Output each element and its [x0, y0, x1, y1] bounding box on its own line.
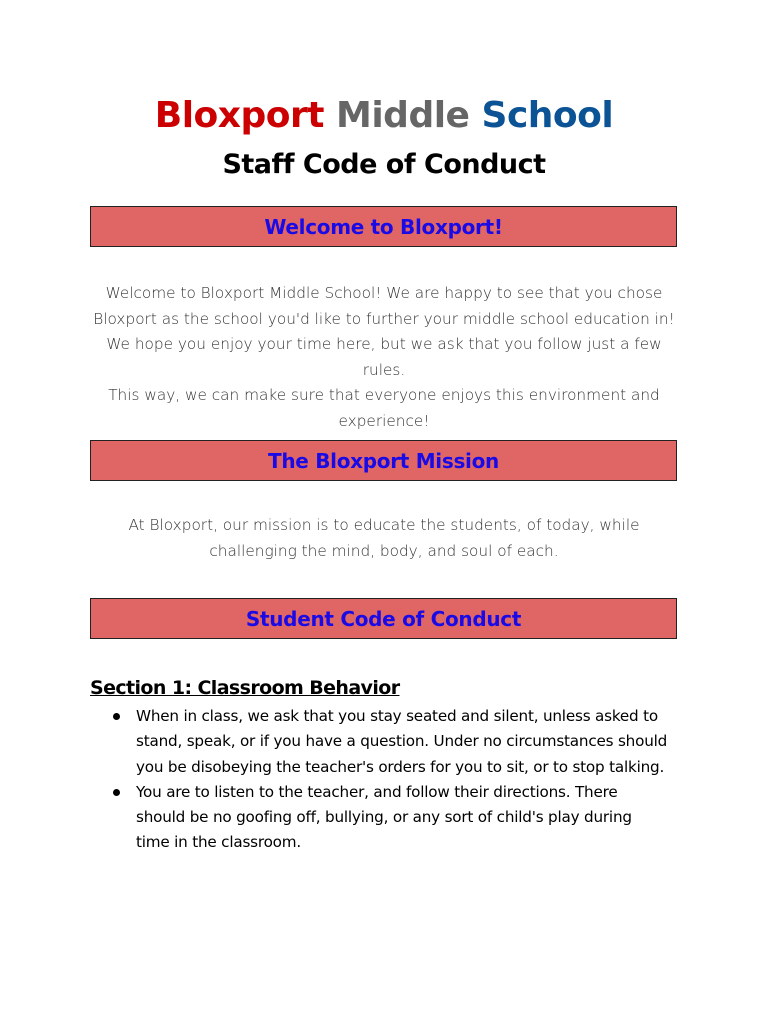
welcome-paragraph [88, 281, 680, 434]
rule-line: stand, speak, or if you have a question. Under no circumstances should [136, 732, 668, 751]
title-word-middle: Middle [336, 95, 470, 136]
rule-line: you be disobeying the teacher's orders for you to sit, or to stop talking. [136, 757, 665, 776]
rule-line: should be no goofing off, bullying, or any sort of child's play during [136, 808, 632, 827]
rule-line: You are to listen to the teacher, and follow their directions. There [136, 782, 618, 801]
title-word-school: School [481, 95, 614, 136]
classroom-rules-list [90, 704, 690, 856]
mission-line: At Bloxport, our mission is to educate the students, of today, while [128, 516, 640, 534]
rule-line: time in the classroom. [136, 833, 301, 852]
welcome-line: Bloxport as the school you'd like to further your middle school education in! [93, 309, 675, 328]
list-item [90, 780, 690, 856]
document-title [0, 92, 768, 140]
welcome-line: We hope you enjoy your time here, but we ask that you follow just a few rules. [106, 335, 662, 379]
document-subtitle: Staff Code of Conduct [222, 149, 546, 180]
welcome-line: experience! [338, 411, 430, 430]
rule-line: When in class, we ask that you stay seated and silent, unless asked to [136, 707, 658, 725]
mission-paragraph [88, 513, 680, 564]
title-word-bloxport: Bloxport [154, 95, 324, 136]
mission-line: challenging the mind, body, and soul of each. [209, 541, 559, 560]
section-1-heading: Section 1: Classroom Behavior [90, 677, 400, 699]
welcome-banner: Welcome to Bloxport! [90, 206, 677, 247]
mission-banner: The Bloxport Mission [90, 440, 677, 481]
list-item [90, 704, 690, 780]
welcome-line: Welcome to Bloxport Middle School! We are happy to see that you chose [105, 284, 663, 302]
bullet-icon [113, 789, 120, 796]
welcome-line: This way, we can make sure that everyone enjoys this environment and [108, 386, 660, 404]
bullet-icon [113, 713, 120, 720]
conduct-banner: Student Code of Conduct [90, 598, 677, 639]
